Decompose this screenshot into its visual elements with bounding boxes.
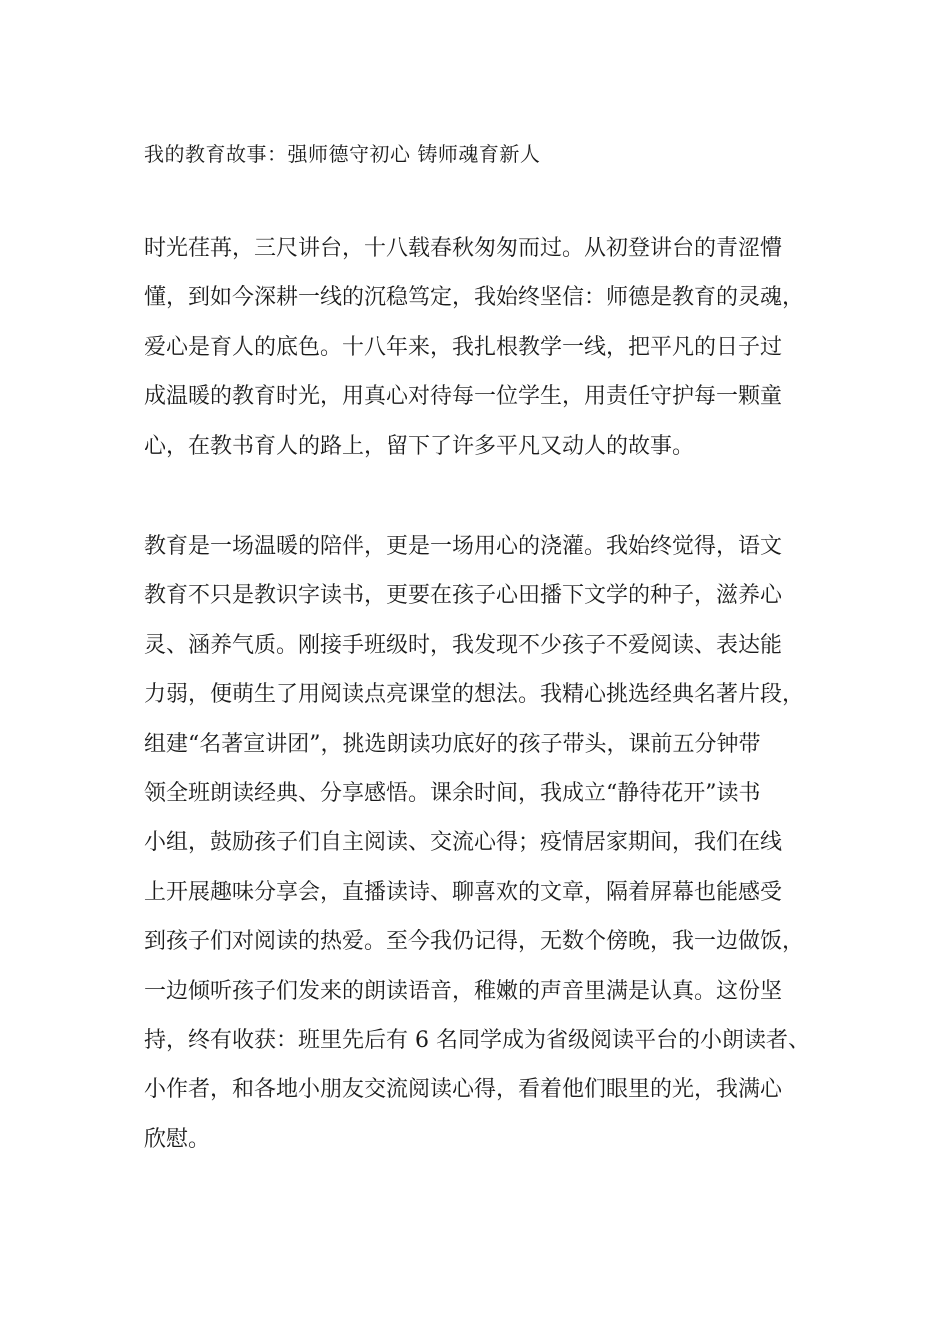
paragraph-line: 教育不只是教识字读书，更要在孩子心田播下文学的种子，滋养心 xyxy=(144,583,783,609)
paragraph-line: 到孩子们对阅读的热爱。至今我仍记得，无数个傍晚，我一边做饭， xyxy=(144,929,805,955)
paragraph-line: 成温暖的教育时光，用真心对待每一位学生，用责任守护每一颗童 xyxy=(144,384,783,410)
paragraph-2 xyxy=(144,522,834,1164)
paragraph-line: 领全班朗读经典、分享感悟。课余时间，我成立“静待花开”读书 xyxy=(144,781,761,807)
paragraph-line: 教育是一场温暖的陪伴，更是一场用心的浇灌。我始终觉得，语文 xyxy=(144,534,783,559)
paragraph-line: 一边倾听孩子们发来的朗读语音，稚嫩的声音里满是认真。这份坚 xyxy=(144,978,783,1004)
paragraph-line: 上开展趣味分享会，直播读诗、聊喜欢的文章，隔着屏幕也能感受 xyxy=(144,879,783,905)
paragraph-line: 小作者，和各地小朋友交流阅读心得，看着他们眼里的光，我满心 xyxy=(144,1077,783,1103)
paragraph-line: 组建“名著宣讲团”，挑选朗读功底好的孩子带头，课前五分钟带 xyxy=(144,731,761,757)
paragraph-line: 爱心是育人的底色。十八年来，我扎根教学一线，把平凡的日子过 xyxy=(144,334,783,360)
paragraph-line: 时光荏苒，三尺讲台，十八载春秋匆匆而过。从初登讲台的青涩懵 xyxy=(144,236,783,261)
paragraph-line: 灵、涵养气质。刚接手班级时，我发现不少孩子不爱阅读、表达能 xyxy=(144,632,783,658)
paragraph-1 xyxy=(144,224,834,471)
paragraph-line: 小组，鼓励孩子们自主阅读、交流心得；疫情居家期间，我们在线 xyxy=(144,830,783,856)
paragraph-line: 心，在教书育人的路上，留下了许多平凡又动人的故事。 xyxy=(144,433,695,459)
paragraph-line: 懂，到如今深耕一线的沉稳笃定，我始终坚信：师德是教育的灵魂， xyxy=(144,285,805,311)
paragraph-line: 欣慰。 xyxy=(144,1126,211,1152)
document-title: 我的教育故事：强师德守初心 铸师魂育新人 xyxy=(144,142,541,166)
paragraph-line: 力弱，便萌生了用阅读点亮课堂的想法。我精心挑选经典名著片段， xyxy=(144,682,805,708)
paragraph-line: 持，终有收获：班里先后有 6 名同学成为省级阅读平台的小朗读者、 xyxy=(144,1028,810,1054)
